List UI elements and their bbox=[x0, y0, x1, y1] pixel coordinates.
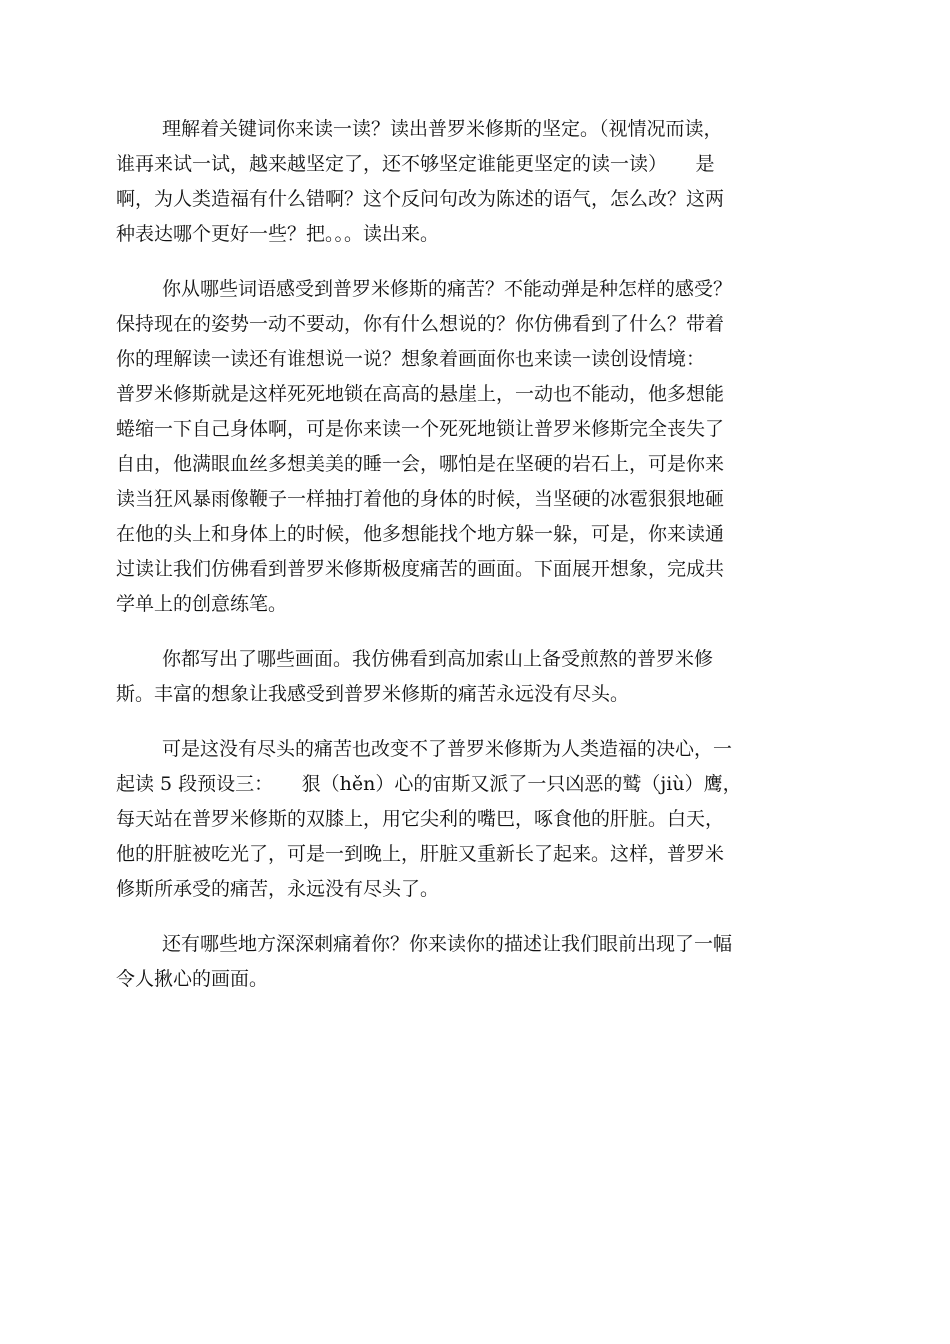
text-line: 自由，他满眼血丝多想美美的睡一会，哪怕是在坚硬的岩石上，可是你来 bbox=[116, 453, 725, 475]
paragraph-3 bbox=[116, 642, 836, 712]
text-line: 你都写出了哪些画面。我仿佛看到高加索山上备受煎熬的普罗米修 bbox=[162, 648, 714, 670]
paragraph-2 bbox=[116, 272, 836, 622]
text-line: 令人揪心的画面。 bbox=[116, 968, 269, 990]
text-line: 还有哪些地方深深刺痛着你？你来读你的描述让我们眼前出现了一幅 bbox=[162, 933, 733, 955]
text-line: 他的肝脏被吃光了，可是一到晚上，肝脏又重新长了起来。这样，普罗米 bbox=[116, 843, 725, 865]
text-line: 谁再来试一试，越来越坚定了，还不够坚定谁能更坚定的读一读） 是 bbox=[116, 153, 715, 175]
text-line: 理解着关键词你来读一读？读出普罗米修斯的坚定。（视情况而读， bbox=[162, 118, 723, 140]
text-line: 啊，为人类造福有什么错啊？这个反问句改为陈述的语气，怎么改？这两 bbox=[116, 188, 725, 210]
paragraph-1 bbox=[116, 112, 836, 252]
text-line: 学单上的创意练笔。 bbox=[116, 593, 288, 615]
text-line: 每天站在普罗米修斯的双膝上，用它尖利的嘴巴，啄食他的肝脏。白天， bbox=[116, 808, 725, 830]
text-line: 普罗米修斯就是这样死死地锁在高高的悬崖上，一动也不能动，他多想能 bbox=[116, 383, 725, 405]
paragraph-5 bbox=[116, 927, 836, 997]
text-line: 斯。丰富的想象让我感受到普罗米修斯的痛苦永远没有尽头。 bbox=[116, 683, 630, 705]
text-line: 起读 5 段预设三： 狠（hěn）心的宙斯又派了一只凶恶的鹫（jiù）鹰， bbox=[116, 773, 742, 795]
text-line: 你的理解读一读还有谁想说一说？想象着画面你也来读一读创设情境： bbox=[116, 348, 706, 370]
text-line: 蜷缩一下自己身体啊，可是你来读一个死死地锁让普罗米修斯完全丧失了 bbox=[116, 418, 725, 440]
text-line: 在他的头上和身体上的时候，他多想能找个地方躲一躲，可是，你来读通 bbox=[116, 523, 725, 545]
text-line: 可是这没有尽头的痛苦也改变不了普罗米修斯为人类造福的决心，一 bbox=[162, 738, 733, 760]
text-line: 读当狂风暴雨像鞭子一样抽打着他的身体的时候，当坚硬的冰雹狠狠地砸 bbox=[116, 488, 725, 510]
text-line: 保持现在的姿势一动不要动，你有什么想说的？你仿佛看到了什么？带着 bbox=[116, 313, 725, 335]
paragraph-4 bbox=[116, 732, 836, 907]
text-line: 种表达哪个更好一些？把。。。读出来。 bbox=[116, 223, 440, 245]
text-line: 你从哪些词语感受到普罗米修斯的痛苦？不能动弹是种怎样的感受？ bbox=[162, 278, 733, 300]
document-page bbox=[116, 112, 836, 1017]
text-line: 过读让我们仿佛看到普罗米修斯极度痛苦的画面。下面展开想象，完成共 bbox=[116, 558, 725, 580]
text-line: 修斯所承受的痛苦，永远没有尽头了。 bbox=[116, 878, 440, 900]
